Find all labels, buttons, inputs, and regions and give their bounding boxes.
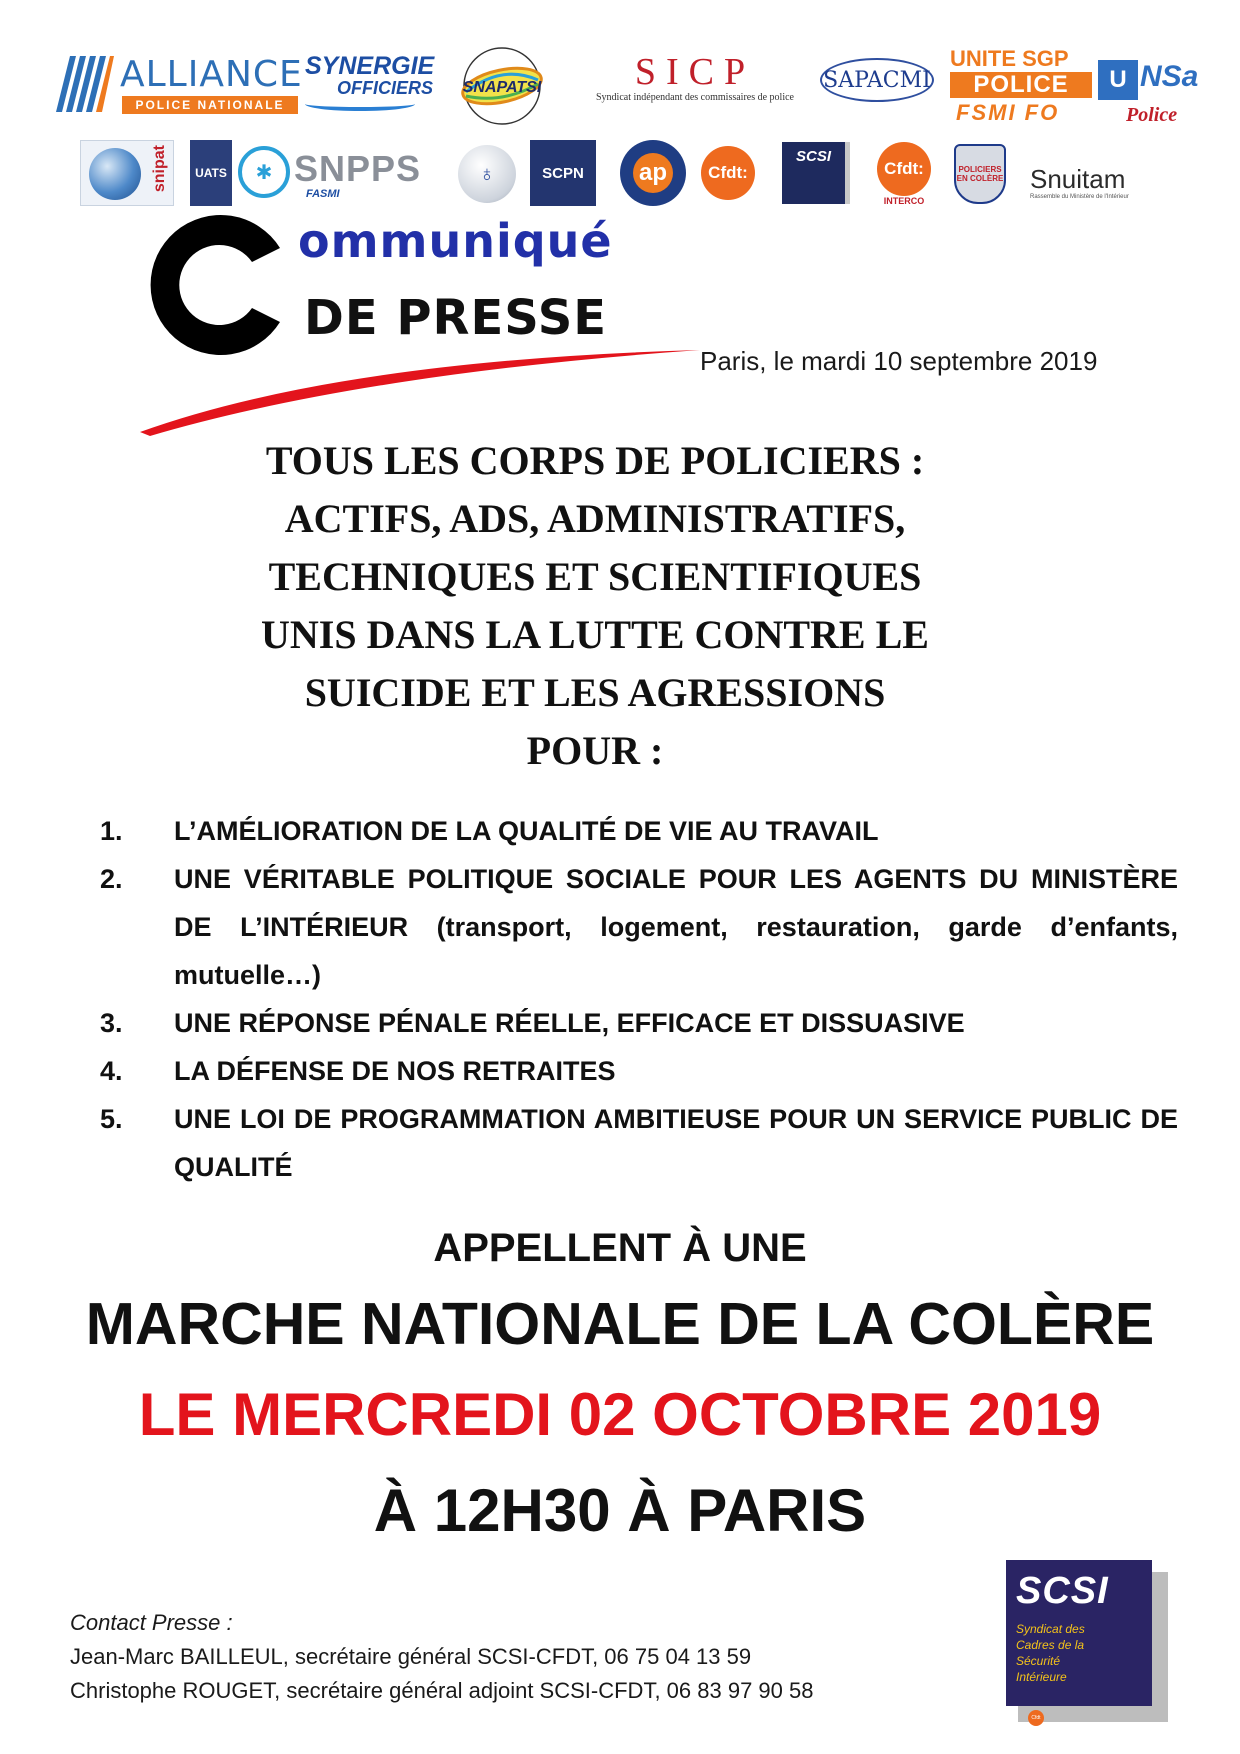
scpn-logo: [530, 140, 596, 206]
press-date: Paris, le mardi 10 septembre 2019: [700, 346, 1098, 376]
snipat-name: snipat: [151, 145, 168, 193]
contact-line: Jean-Marc BAILLEUL, secrétaire général SCSI-CFDT, 06 75 04 13 59: [70, 1644, 752, 1669]
call-intro: APPELLENT À UNE: [433, 1226, 807, 1270]
list-text: UNE RÉPONSE PÉNALE RÉELLE, EFFICACE ET DISSUASIVE: [174, 1008, 965, 1038]
uats-logo: [190, 140, 232, 206]
scsi-subtitle-line: Sécurité: [1016, 1654, 1061, 1668]
ap-logo: [620, 140, 686, 206]
list-number: 4.: [100, 1056, 123, 1086]
unite-line2: POLICE: [950, 72, 1092, 98]
policiers-colere-logo: [952, 140, 1008, 208]
ap-name: ap: [633, 153, 673, 193]
scsi-small-logo: [782, 142, 850, 204]
medal-icon: ♁: [458, 145, 516, 203]
uats-name: UATS: [195, 166, 227, 180]
scpn-name: SCPN: [542, 164, 584, 182]
scsi-subtitle-line: Intérieure: [1016, 1670, 1067, 1684]
list-item: [96, 1047, 1178, 1095]
list-number: 2.: [100, 864, 123, 894]
snapatsi-name: SNAPATSI: [462, 79, 542, 96]
synergie-line1: SYNERGIE: [305, 52, 435, 80]
policiers-colere-name: POLICIERS EN COLÈRE: [954, 144, 1006, 204]
headline-line: ACTIFS, ADS, ADMINISTRATIFS,: [284, 496, 906, 541]
unite-line1: UNITE SGP: [950, 46, 1069, 71]
headline: [100, 432, 1090, 780]
contact-line: Christophe ROUGET, secrétaire général adjoint SCSI-CFDT, 06 83 97 90 58: [70, 1678, 814, 1703]
alliance-name: ALLIANCE: [120, 54, 303, 95]
scsi-cfdt-badge: Cfdt: [1028, 1710, 1044, 1726]
globe-icon: [89, 148, 141, 200]
sapacmi-name: SAPACMI: [820, 58, 934, 102]
list-text: UNE VÉRITABLE POLITIQUE SOCIALE POUR LES AGENTS DU MINISTÈRE DE L’INTÉRIEUR (transport, logement, restauration, garde d’enfants, mutuelle…): [174, 864, 1178, 990]
snpps-logo: [238, 142, 438, 206]
scsi-small-name: SCSI: [795, 148, 831, 165]
fraternite-logo: [456, 142, 518, 206]
march-title: MARCHE NATIONALE DE LA COLÈRE: [85, 1291, 1155, 1357]
headline-line: TECHNIQUES ET SCIENTIFIQUES: [268, 554, 922, 599]
synergie-line2: OFFICIERS: [337, 78, 434, 98]
cfdt-interco-name: Cfdt:: [877, 142, 931, 196]
march-date: LE MERCREDI 02 OCTOBRE 2019: [138, 1381, 1102, 1448]
synergie-swoosh-icon: [305, 97, 415, 111]
unsa-u: U: [1098, 60, 1138, 100]
headline-line: POUR :: [526, 728, 664, 773]
unite-line3: FSMI FO: [956, 100, 1060, 125]
march-time-place: À 12H30 À PARIS: [373, 1477, 867, 1544]
list-number: 1.: [100, 816, 123, 846]
list-number: 3.: [100, 1008, 123, 1038]
cfdt-logo: [700, 140, 756, 206]
snpps-name: SNPPS: [294, 148, 422, 189]
sicp-name: SICP: [634, 50, 756, 93]
alliance-stripes-icon: [56, 56, 114, 112]
snuitam-logo: [1030, 142, 1140, 208]
headline-line: UNIS DANS LA LUTTE CONTRE LE: [261, 612, 929, 657]
alliance-logo: [56, 52, 303, 116]
de-presse-title: DE PRESSE: [304, 290, 608, 346]
sapacmi-logo: [818, 52, 936, 108]
scsi-logo-panel: [1006, 1560, 1152, 1706]
sicp-logo: [580, 50, 810, 104]
sicp-sub: Syndicat indépendant des commissaires de police: [595, 91, 794, 103]
list-item: [96, 807, 1178, 855]
snipat-logo: [80, 140, 174, 206]
headline-line: TOUS LES CORPS DE POLICIERS :: [265, 438, 925, 483]
list-text: LA DÉFENSE DE NOS RETRAITES: [174, 1056, 616, 1086]
scsi-subtitle: [1016, 1621, 1142, 1685]
list-text: UNE LOI DE PROGRAMMATION AMBITIEUSE POUR UN SERVICE PUBLIC DE QUALITÉ: [174, 1104, 1178, 1182]
unsa-police: Police: [1126, 104, 1178, 126]
snpps-emblem-icon: ✱: [238, 146, 290, 198]
alliance-sub: POLICE NATIONALE: [122, 96, 298, 114]
demands-list: [96, 807, 1178, 1191]
scsi-subtitle-line: Cadres de la: [1016, 1638, 1085, 1652]
cfdt-name: Cfdt:: [701, 146, 755, 200]
snuitam-name: Snuitam: [1030, 164, 1126, 194]
unsa-nsa: NSa: [1140, 60, 1199, 93]
scsi-subtitle-line: Syndicat des: [1016, 1622, 1085, 1636]
list-item: [96, 1095, 1178, 1191]
press-contact: [70, 1606, 813, 1708]
snuitam-sub: Rassemble du Ministère de l'Intérieur: [1030, 194, 1129, 200]
scsi-logo: [1006, 1560, 1172, 1724]
big-c-letter-icon: [140, 210, 290, 360]
list-item: [96, 855, 1178, 999]
headline-line: SUICIDE ET LES AGRESSIONS: [304, 670, 886, 715]
list-text: L’AMÉLIORATION DE LA QUALITÉ DE VIE AU TRAVAIL: [174, 816, 879, 846]
communique-title: ommuniqué: [298, 214, 613, 268]
snapatsi-badge-icon: [438, 44, 566, 128]
cfdt-interco-sub: INTERCO: [883, 196, 925, 206]
snapatsi-logo: [438, 44, 566, 128]
scsi-title: SCSI: [1016, 1570, 1109, 1612]
contact-label: Contact Presse :: [70, 1610, 233, 1635]
unite-sgp-unsa-logo: [950, 46, 1200, 130]
cfdt-interco-logo: [876, 140, 932, 208]
list-item: [96, 999, 1178, 1047]
list-number: 5.: [100, 1104, 123, 1134]
red-swoosh-icon: [140, 340, 700, 436]
snpps-sub: FASMI: [306, 188, 340, 200]
synergie-logo: [305, 48, 435, 116]
